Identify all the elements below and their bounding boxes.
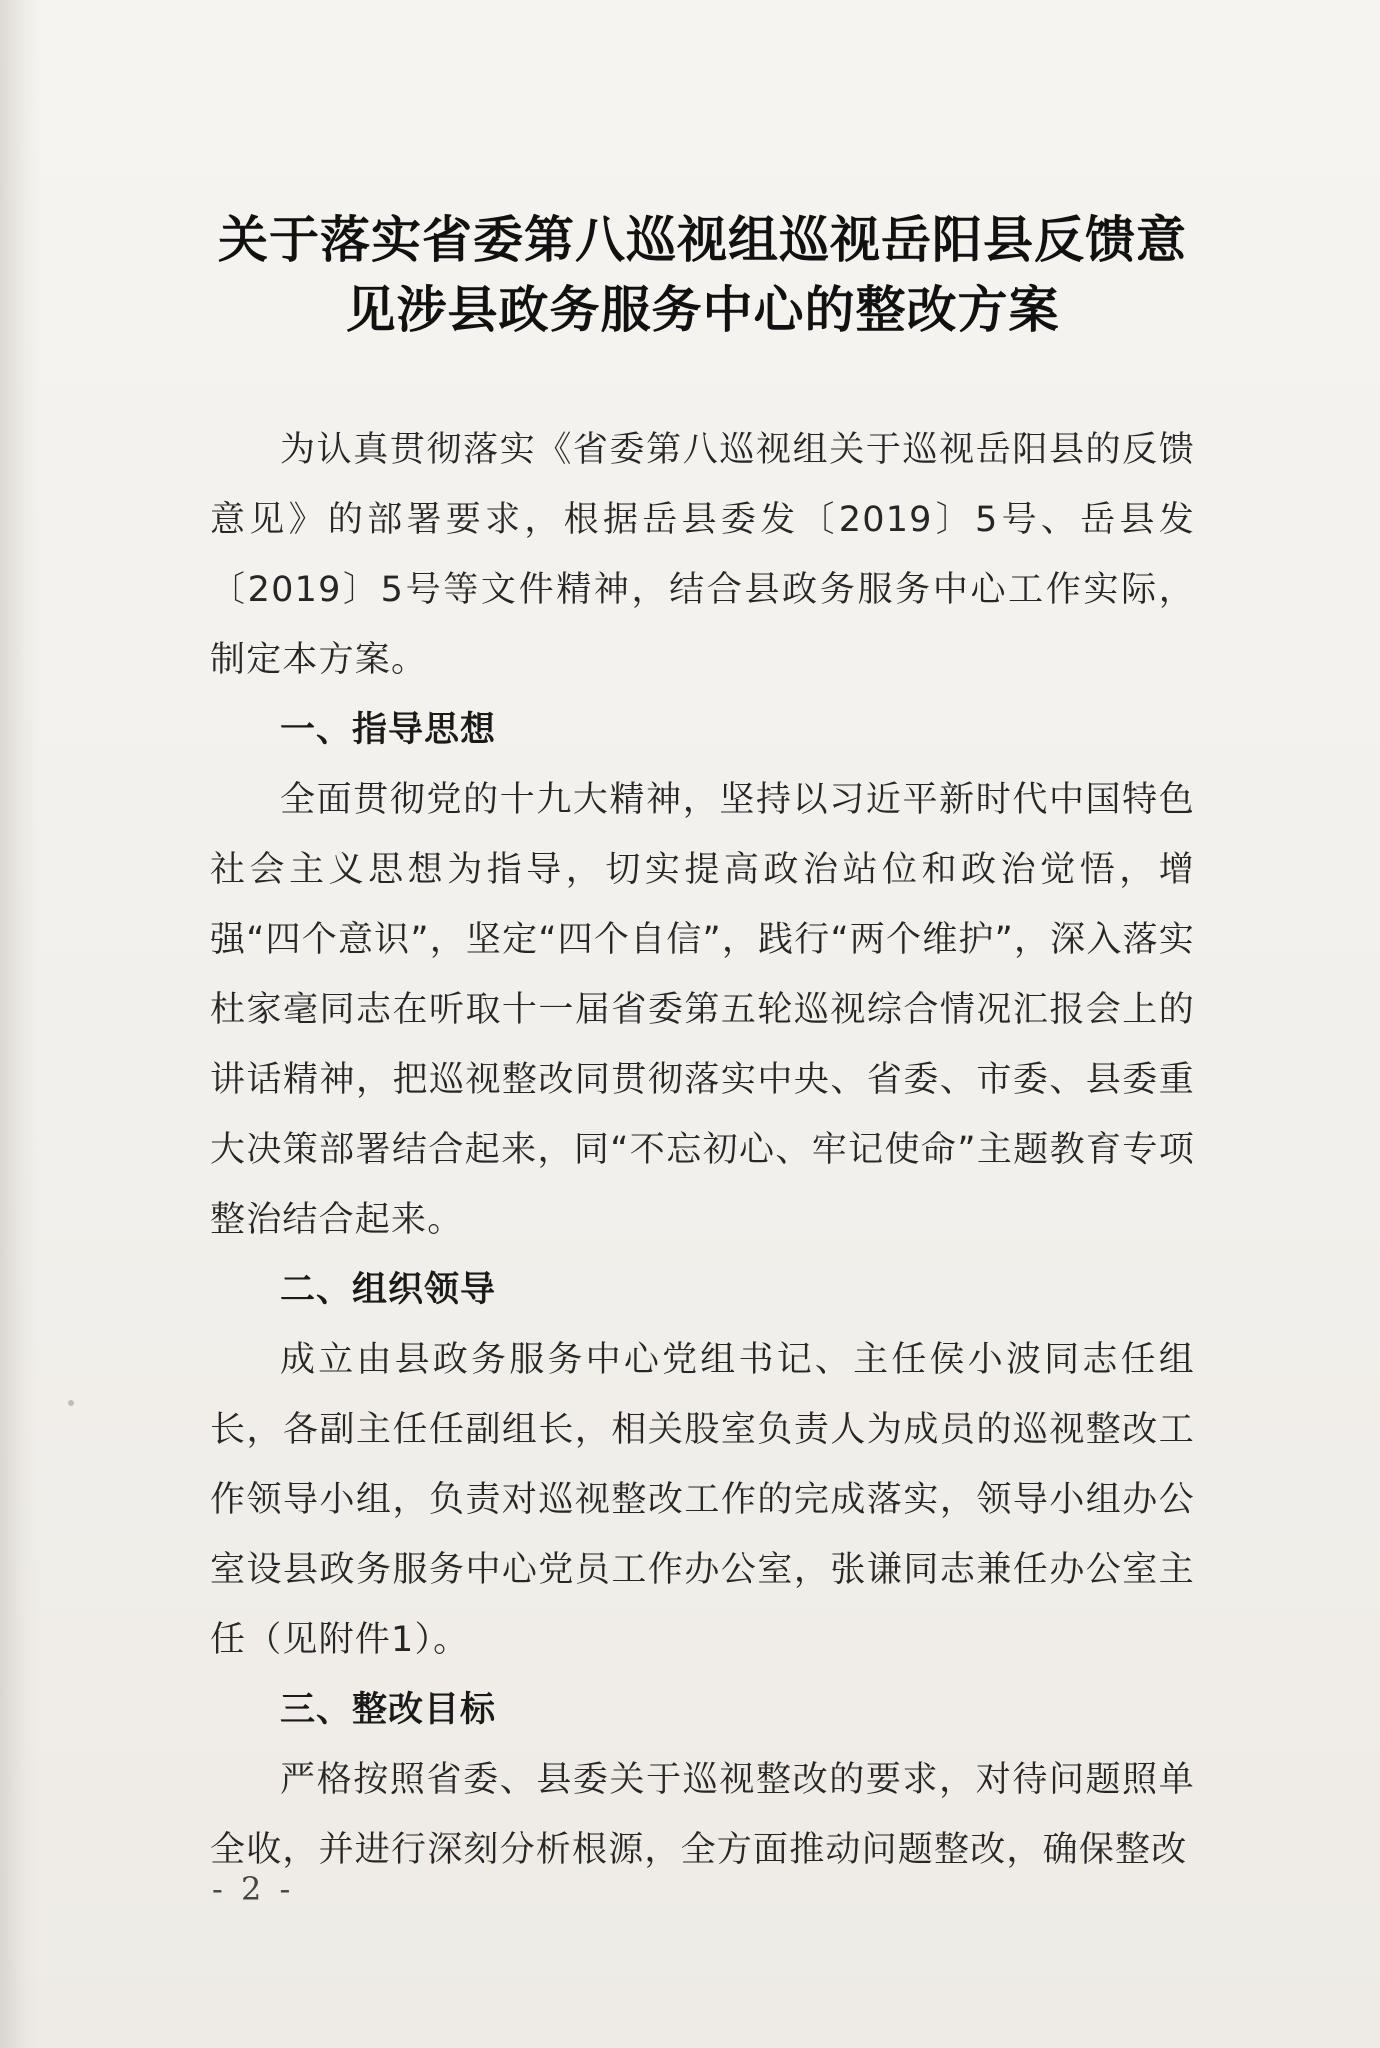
title-line-1: 关于落实省委第八巡视组巡视岳阳县反馈意 (218, 210, 1187, 269)
section-paragraph-goals: 严格按照省委、县委关于巡视整改的要求，对待问题照单全收，并进行深刻分析根源，全方面推动问题整改，确保整改 (210, 1760, 1195, 1870)
section-paragraph-organization: 成立由县政务服务中心党组书记、主任侯小波同志任组长，各副主任任副组长，相关股室负责人为成员的巡视整改工作领导小组，负责对巡视整改工作的完成落实，领导小组办公室设县政务服务中心党员工作办公室，张谦同志兼任办公室主任（见附件1）。 (210, 1340, 1195, 1660)
section-heading-guiding-thought: 一、指导思想 (280, 710, 497, 750)
page-edge-shadow (0, 0, 40, 2048)
intro-paragraph: 为认真贯彻落实《省委第八巡视组关于巡视岳阳县的反馈意见》的部署要求，根据岳县委发〔2019〕5号、岳县发〔2019〕5号等文件精神，结合县政务服务中心工作实际，制定本方案。 (210, 430, 1195, 680)
section-heading-goals: 三、整改目标 (280, 1690, 497, 1730)
section-heading-organization: 二、组织领导 (280, 1270, 497, 1310)
paper-speck (68, 1400, 74, 1406)
document-title (210, 205, 1195, 345)
document-body (210, 205, 1195, 1885)
page-number: - 2 - (212, 1870, 295, 1908)
section-paragraph-guiding-thought: 全面贯彻党的十九大精神，坚持以习近平新时代中国特色社会主义思想为指导，切实提高政治站位和政治觉悟，增强“四个意识”，坚定“四个自信”，践行“两个维护”，深入落实杜家毫同志在听取十一届省委第五轮巡视综合情况汇报会上的讲话精神，把巡视整改同贯彻落实中央、省委、市委、县委重大决策部署结合起来，同“不忘初心、牢记使命”主题教育专项整治结合起来。 (210, 780, 1195, 1240)
title-line-2: 见涉县政务服务中心的整改方案 (345, 280, 1060, 339)
